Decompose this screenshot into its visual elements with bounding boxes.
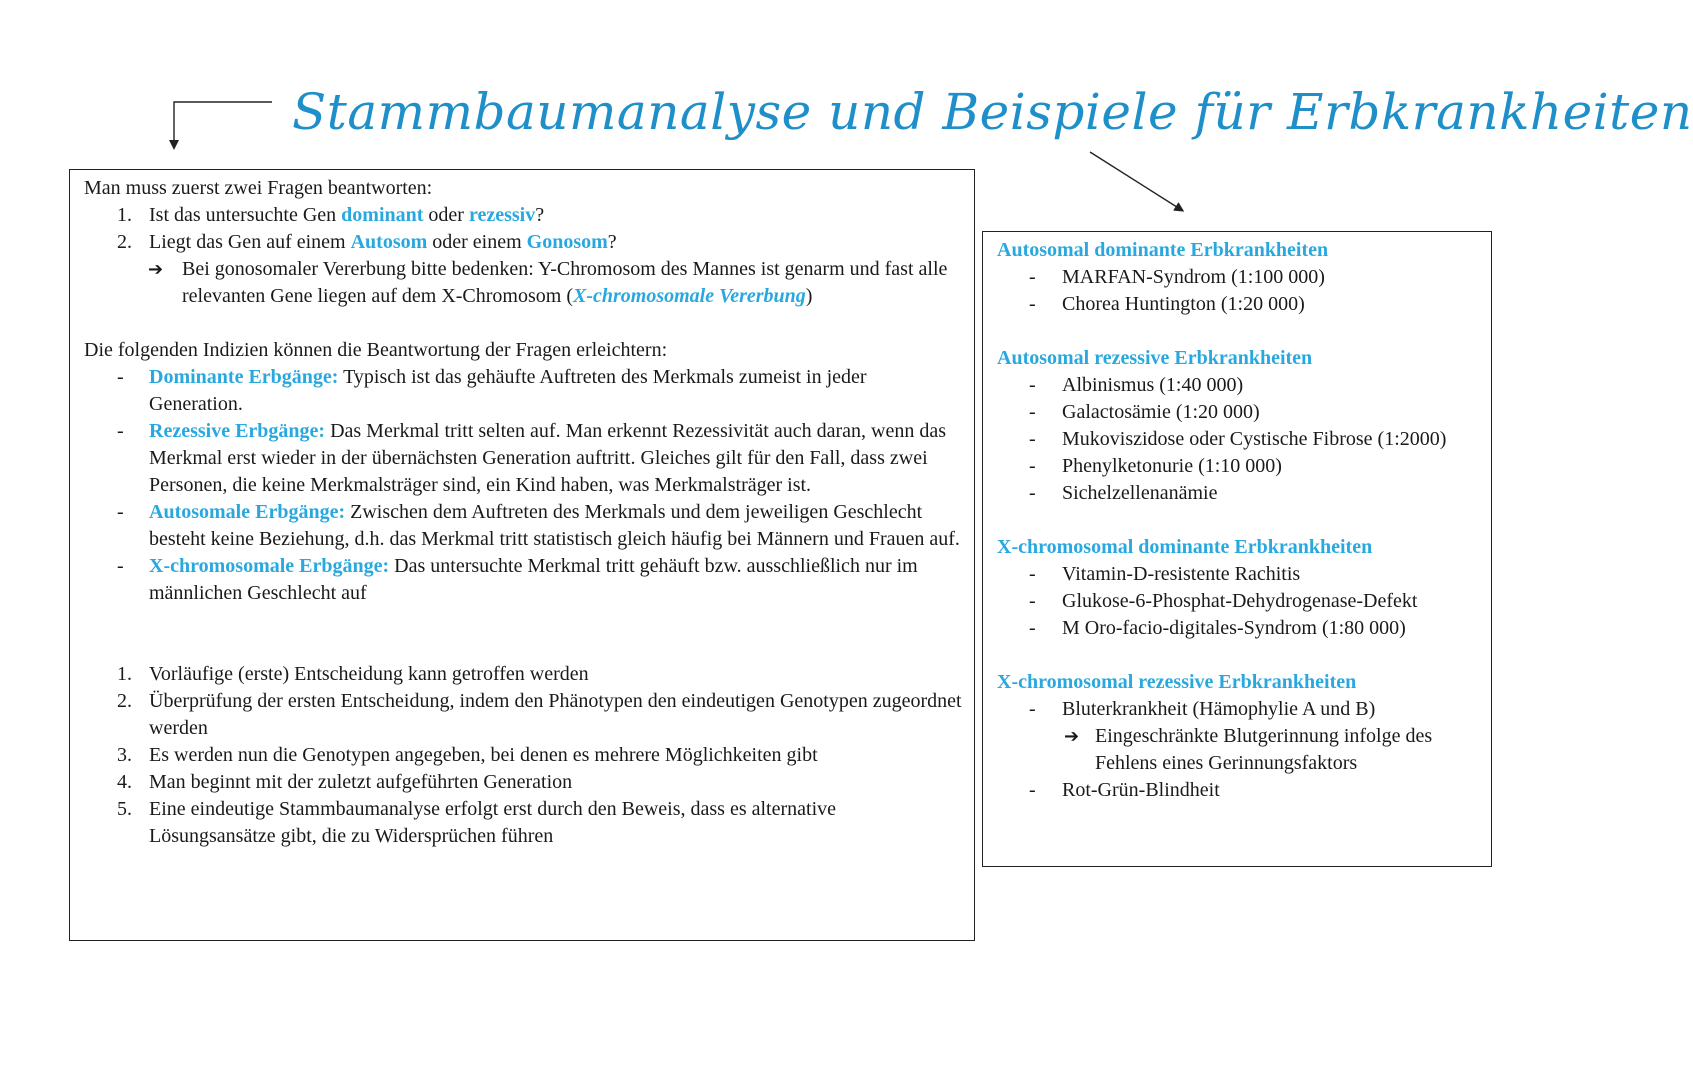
disease-list bbox=[997, 777, 1481, 804]
step-item: 4. Man beginnt mit der zuletzt aufgeführten Generation bbox=[117, 771, 573, 793]
section-heading: X-chromosomal rezessive Erbkrankheiten bbox=[997, 671, 1357, 693]
disease-list bbox=[997, 372, 1481, 507]
step-item: 5. Eine eindeutige Stammbaumanalyse erfolgt erst durch den Beweis, dass es alternative Lösungsansätze gibt, die zu Widersprüchen führen bbox=[117, 798, 837, 847]
indizien-list bbox=[84, 364, 962, 607]
examples-box bbox=[982, 231, 1492, 867]
step-item: 1. Vorläufige (erste) Entscheidung kann getroffen werden bbox=[117, 663, 589, 685]
arrow-right-icon: ➔ bbox=[1064, 726, 1080, 747]
step-item: 3. Es werden nun die Genotypen angegeben, bei denen es mehrere Möglichkeiten gibt bbox=[117, 744, 818, 766]
indizien-intro: Die folgenden Indizien können die Beantwortung der Fragen erleichtern: bbox=[84, 339, 668, 361]
intro-text: Man muss zuerst zwei Fragen beantworten: bbox=[84, 177, 433, 199]
disease-item: - Glukose-6-Phosphat-Dehydrogenase-Defekt bbox=[1029, 590, 1418, 612]
arrow-to-right-box bbox=[1090, 152, 1180, 209]
arrow-right-icon: ➔ bbox=[148, 259, 164, 280]
indiz-item: - Dominante Erbgänge: Typisch ist das gehäufte Auftreten des Merkmals zumeist in jeder Generation. bbox=[117, 366, 867, 415]
disease-list bbox=[997, 264, 1481, 318]
step-item: 2. Überprüfung der ersten Entscheidung, indem den Phänotypen den eindeutigen Genotypen zugeordnet werden bbox=[117, 690, 962, 739]
disease-item: - Chorea Huntington (1:20 000) bbox=[1029, 293, 1305, 315]
term-x-chromosomale-vererbung: X-chromosomale Vererbung bbox=[572, 285, 806, 307]
disease-item: - Galactosämie (1:20 000) bbox=[1029, 401, 1260, 423]
disease-item: - Phenylketonurie (1:10 000) bbox=[1029, 455, 1282, 477]
indiz-item: - Rezessive Erbgänge: Das Merkmal tritt selten auf. Man erkennt Rezessivität auch daran, wenn das Merkmal erst wieder in der übernächsten Generation auftritt. Gleiches gilt für den Fall, dass zwei Personen, die keine Merkmalsträger sind, ein Kind haben, was Merkmalsträger ist. bbox=[117, 420, 946, 496]
section-heading: X-chromosomal dominante Erbkrankheiten bbox=[997, 536, 1373, 558]
section-heading: Autosomal dominante Erbkrankheiten bbox=[997, 239, 1329, 261]
disease-list bbox=[997, 561, 1481, 642]
disease-item: - Sichelzellenanämie bbox=[1029, 482, 1218, 504]
disease-item: - Albinismus (1:40 000) bbox=[1029, 374, 1244, 396]
disease-item: - M Oro-facio-digitales-Syndrom (1:80 000) bbox=[1029, 617, 1406, 639]
disease-item: - MARFAN-Syndrom (1:100 000) bbox=[1029, 266, 1325, 288]
question-1: 1. Ist das untersuchte Gen dominant oder rezessiv? bbox=[117, 204, 545, 226]
term-gonosom: Gonosom bbox=[526, 231, 608, 253]
indiz-item: - X-chromosomale Erbgänge: Das untersuchte Merkmal tritt gehäuft bzw. ausschließlich nur im männlichen Geschlecht auf bbox=[117, 555, 918, 604]
term-autosom: Autosom bbox=[350, 231, 428, 253]
disease-item: - Vitamin-D-resistente Rachitis bbox=[1029, 563, 1301, 585]
question-2: 2. Liegt das Gen auf einem Autosom oder einem Gonosom? bbox=[117, 231, 617, 253]
term-rezessiv: rezessiv bbox=[468, 204, 536, 226]
analysis-box bbox=[69, 169, 975, 941]
section-heading: Autosomal rezessive Erbkrankheiten bbox=[997, 347, 1313, 369]
disease-list bbox=[997, 696, 1481, 723]
questions-list bbox=[84, 202, 962, 256]
disease-item: - Rot-Grün-Blindheit bbox=[1029, 779, 1220, 801]
bluter-note: ➔ Eingeschränkte Blutgerinnung infolge des Fehlens eines Gerinnungsfaktors bbox=[1064, 725, 1433, 774]
page-title: Stammbaumanalyse und Beispiele für Erbkrankheiten bbox=[292, 83, 1693, 141]
disease-item: - Mukoviszidose oder Cystische Fibrose (1:2000) bbox=[1029, 428, 1447, 450]
disease-item: - Bluterkrankheit (Hämophylie A und B) bbox=[1029, 698, 1376, 720]
indiz-item: - Autosomale Erbgänge: Zwischen dem Auftreten des Merkmals und dem jeweiligen Geschlecht besteht keine Beziehung, d.h. das Merkmal tritt statistisch gleich häufig bei Männern und Frauen auf. bbox=[117, 501, 960, 550]
arrow-to-left-box bbox=[174, 102, 272, 145]
steps-list bbox=[84, 661, 962, 850]
gonosomal-note: ➔ Bei gonosomaler Vererbung bitte bedenken: Y-Chromosom des Mannes ist genarm und fast alle relevanten Gene liegen auf dem X-Chromosom (X-chromosomale Vererbung) bbox=[148, 258, 948, 307]
term-dominant: dominant bbox=[341, 204, 424, 226]
